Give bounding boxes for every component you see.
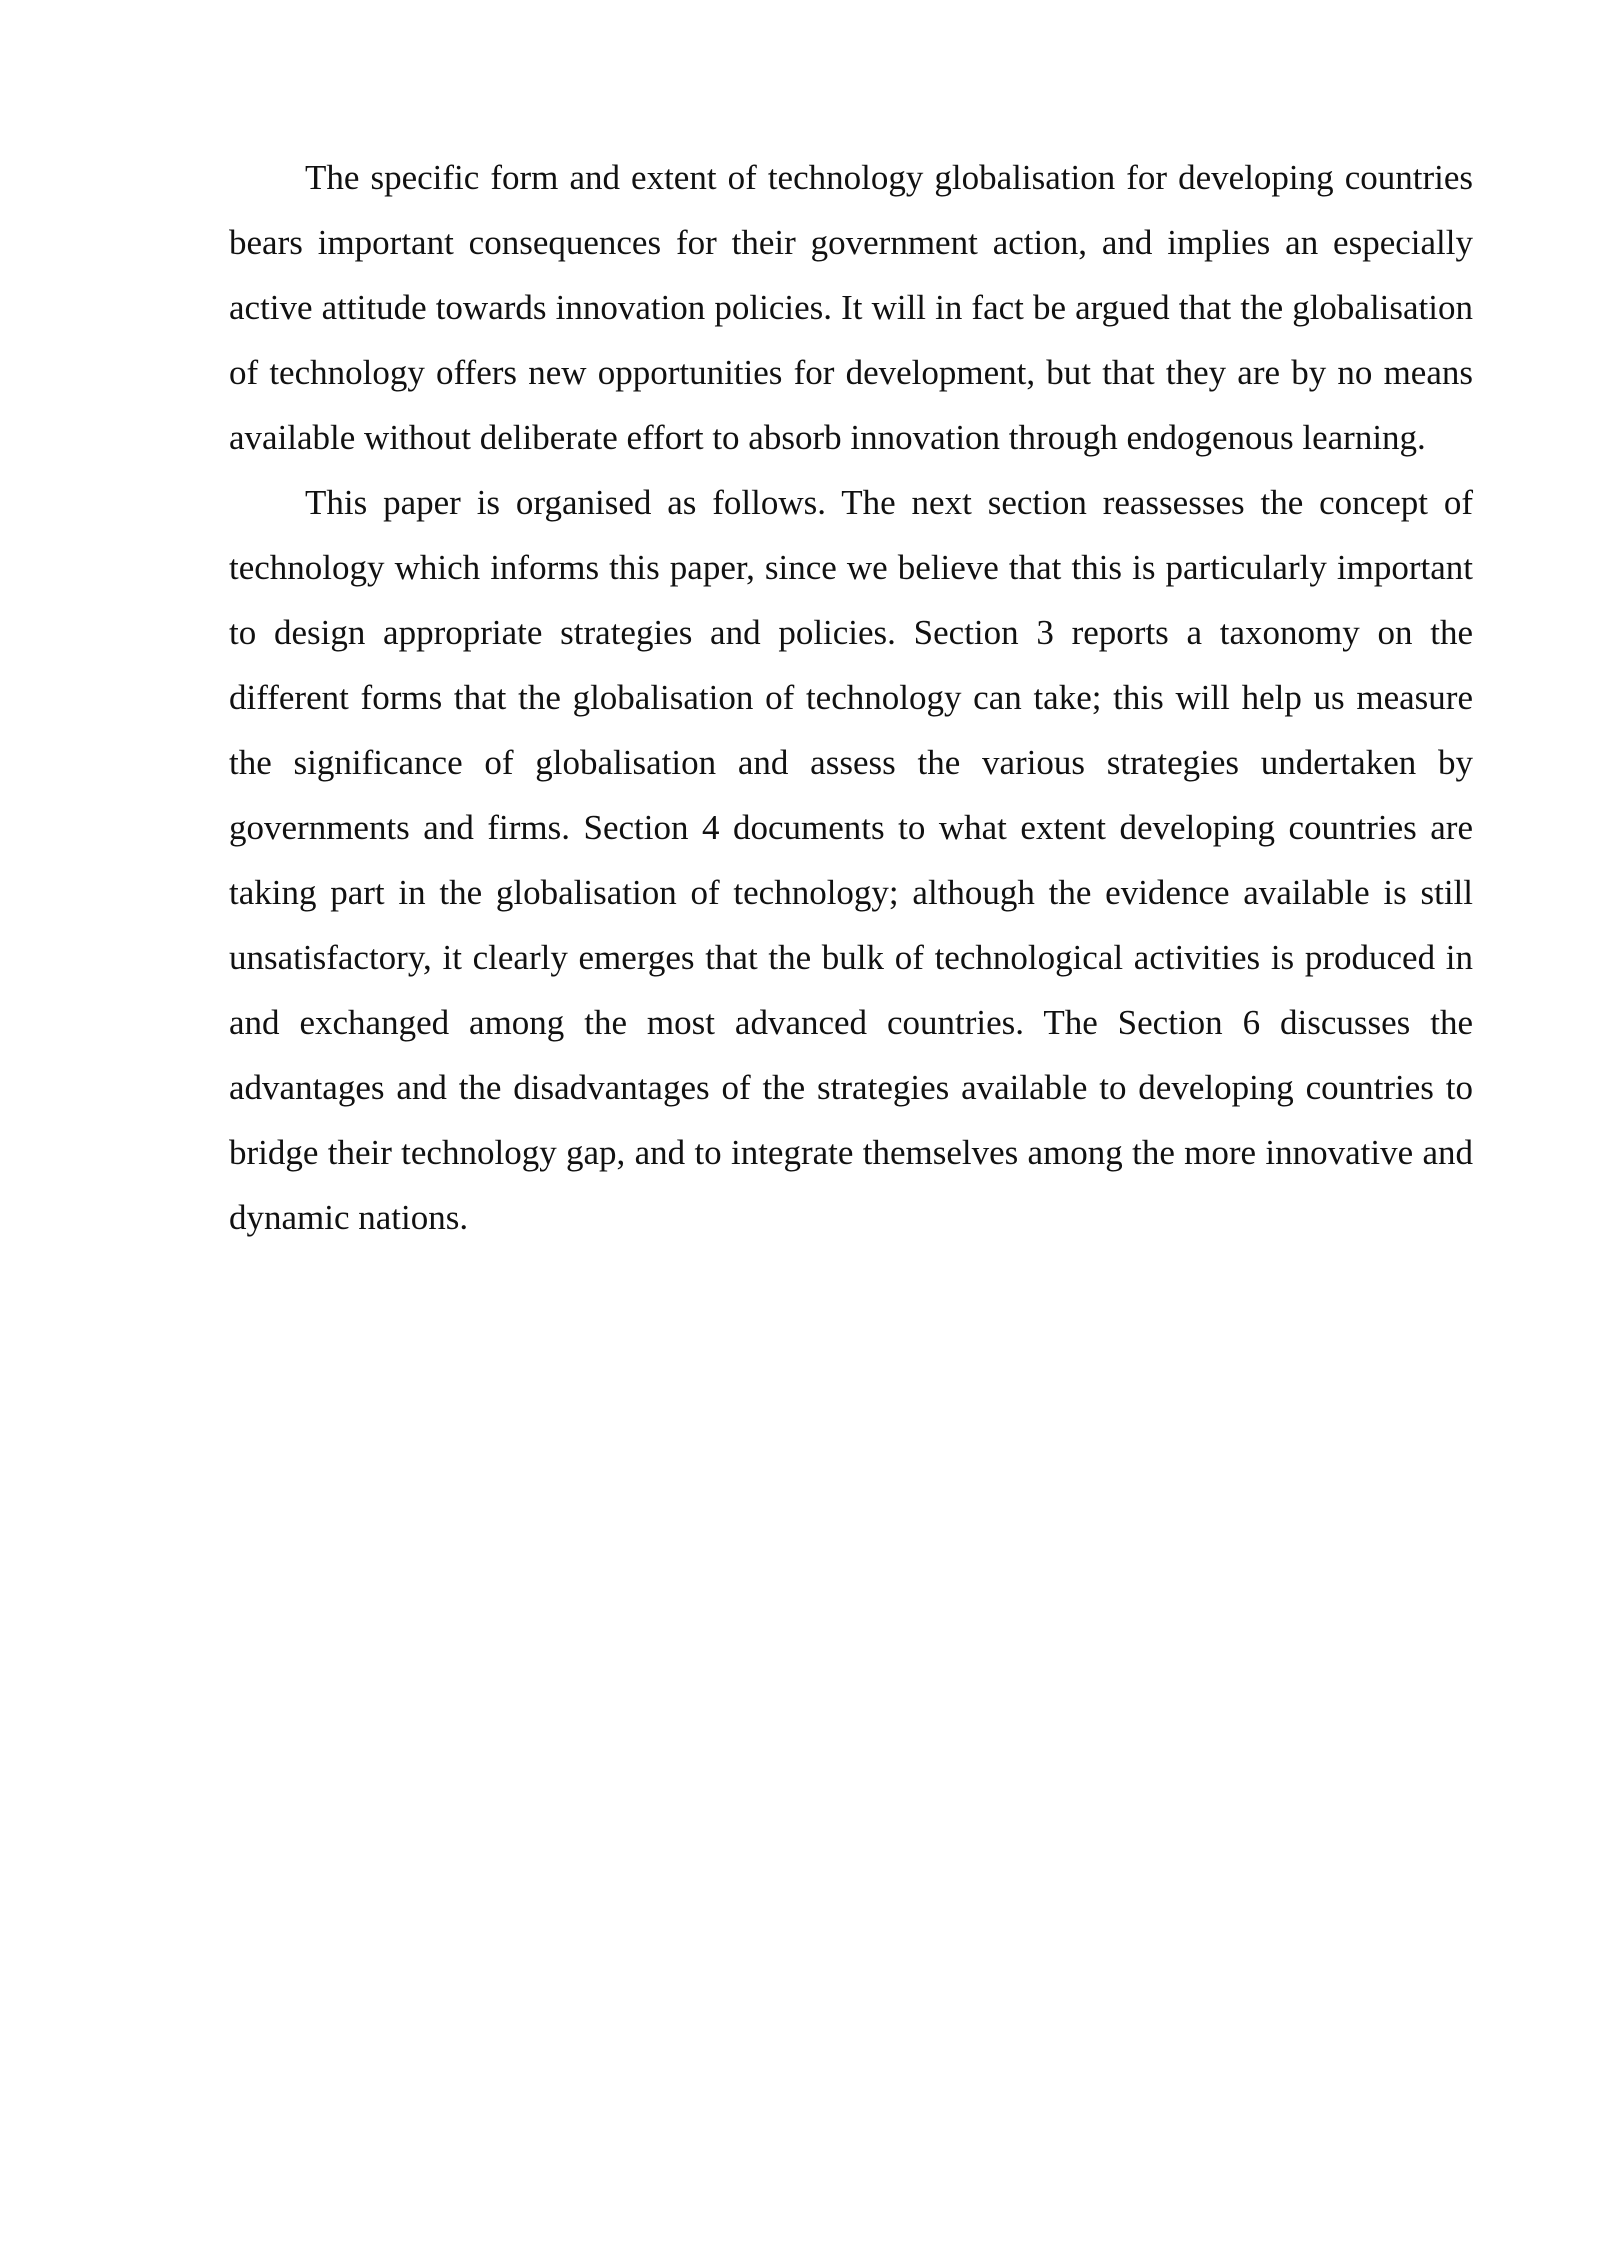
paragraph-2: This paper is organised as follows. The next section reassesses the concept of technology which informs this paper, since we believe that this is particularly important to design appropriate strategies and policies. Section 3 reports a taxonomy on the different forms that the globalisation of technology can take; this will help us measure the significance of globalisation and assess the various strategies undertaken by governments and firms. Section 4 documents to what extent developing countries are taking part in the globalisation of technology; although the evidence available is still unsatisfactory, it clearly emerges that the bulk of technological activities is produced in and exchanged among the most advanced countries. The Section 6 discusses the advantages and the disadvantages of the strategies available to developing countries to bridge their technology gap, and to integrate themselves among the more innovative and dynamic nations.	[229, 483, 1473, 1237]
body-text	[229, 145, 1473, 1250]
paragraph-1: The specific form and extent of technology globalisation for developing countries bears important consequences for their government action, and implies an especially active attitude towards innovation policies. It will in fact be argued that the globalisation of technology offers new opportunities for development, but that they are by no means available without deliberate effort to absorb innovation through endogenous learning.	[229, 158, 1473, 457]
